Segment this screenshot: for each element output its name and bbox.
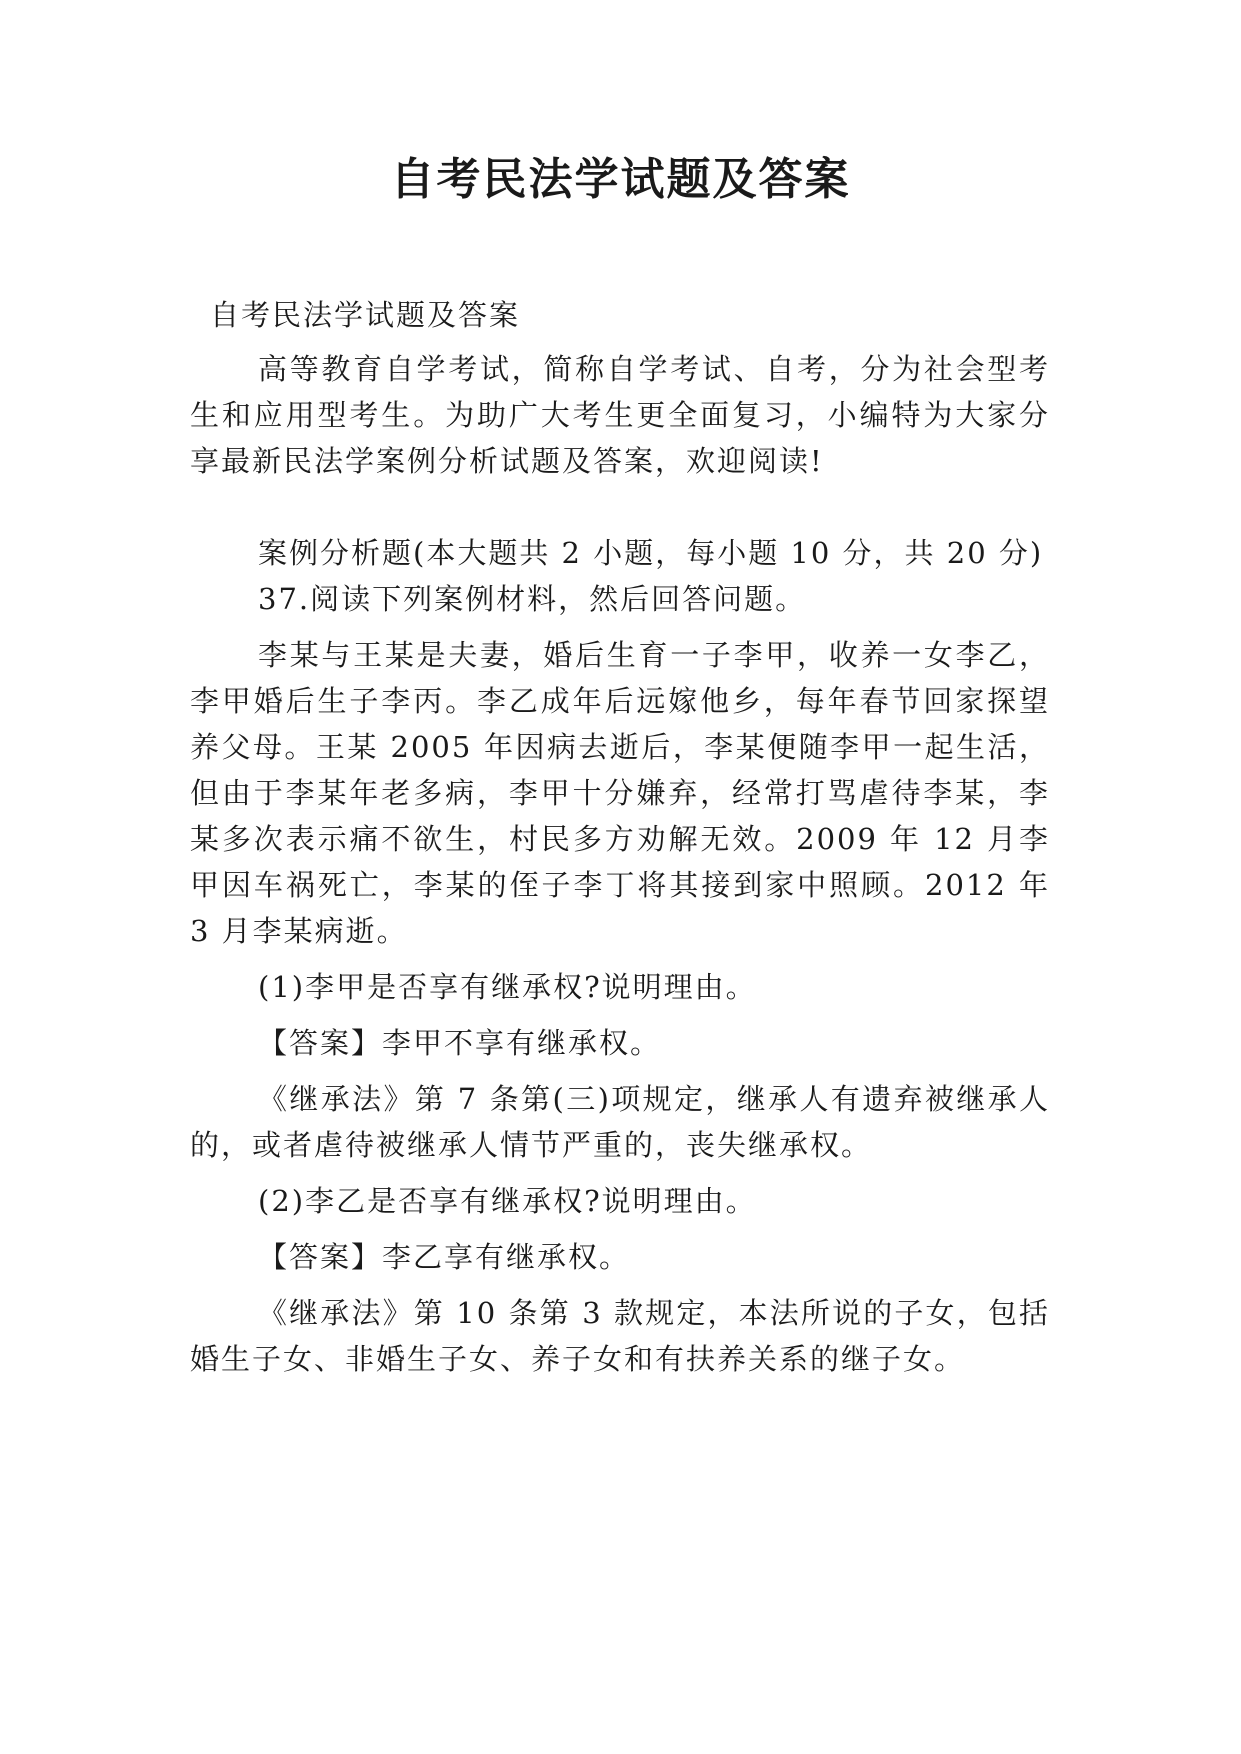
- case-material: 李某与王某是夫妻，婚后生育一子李甲，收养一女李乙，李甲婚后生子李丙。李乙成年后远嫁他乡，每年春节回家探望养父母。王某 2005 年因病去逝后，李某便随李甲一起生活，但由于李某年老多病，李甲十分嫌弃，经常打骂虐待李某，李某多次表示痛不欲生，村民多方劝解无效。2009 年 12 月李甲因车祸死亡，李某的侄子李丁将其接到家中照顾。2012 年 3 月李某病逝。: [190, 638, 1050, 948]
- answer-1-reason: 《继承法》第 7 条第(三)项规定，继承人有遗弃被继承人的，或者虐待被继承人情节严重的，丧失继承权。: [190, 1082, 1050, 1162]
- answer-2: 【答案】李乙享有继承权。: [258, 1240, 631, 1274]
- document-body: [190, 292, 1050, 1382]
- document-subtitle: 自考民法学试题及答案: [210, 298, 521, 332]
- answer-1: 【答案】李甲不享有继承权。: [258, 1026, 662, 1060]
- question-2: (2)李乙是否享有继承权?说明理由。: [258, 1184, 757, 1218]
- answer-2-reason: 《继承法》第 10 条第 3 款规定，本法所说的子女，包括婚生子女、非婚生子女、养子女和有扶养关系的继子女。: [190, 1296, 1050, 1376]
- question-1: (1)李甲是否享有继承权?说明理由。: [258, 970, 757, 1004]
- document-title: 自考民法学试题及答案: [390, 154, 851, 205]
- intro-paragraph: 高等教育自学考试，简称自学考试、自考，分为社会型考生和应用型考生。为助广大考生更全面复习，小编特为大家分享最新民法学案例分析试题及答案，欢迎阅读!: [190, 352, 1050, 478]
- question-37-prompt: 37.阅读下列案例材料，然后回答问题。: [258, 582, 807, 616]
- section-heading: 案例分析题(本大题共 2 小题，每小题 10 分，共 20 分): [258, 536, 1044, 570]
